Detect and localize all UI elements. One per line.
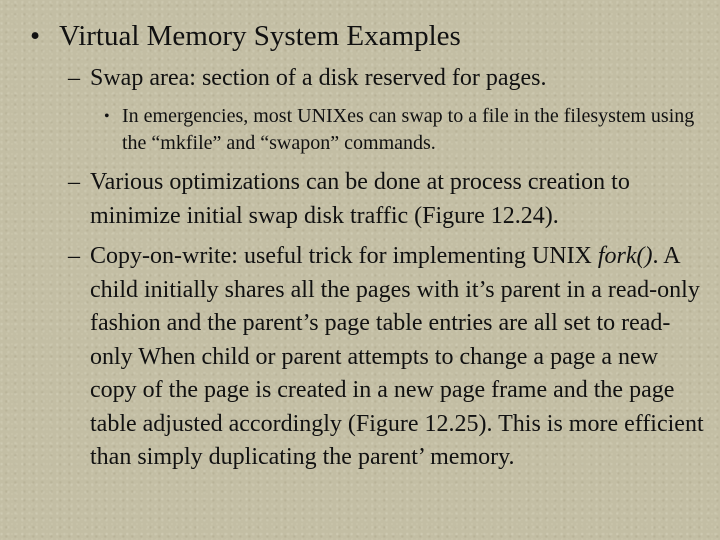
fork-function-name: fork() (597, 243, 653, 269)
title-bullet: • (30, 20, 41, 52)
cow-text-before: Copy-on-write: useful trick for implementing UNIX (90, 243, 598, 269)
dash-bullet: – (68, 169, 80, 195)
slide-title (30, 22, 710, 51)
emergencies-text: In emergencies, most UNIXes can swap to a file in the filesystem using the “mkfile” and “swapon” commands. (122, 105, 695, 154)
optimizations-text: Various optimizations can be done at process creation to minimize initial swap disk traffic (Figure 12.24). (90, 169, 630, 229)
sub-bullet: • (104, 108, 110, 125)
list-item-swap-area (68, 62, 708, 96)
copy-on-write-text (68, 240, 708, 475)
list-item-emergencies (104, 103, 704, 157)
list-item-optimizations (68, 166, 708, 233)
list-item-copy-on-write (68, 240, 708, 475)
dash-bullet: – (68, 65, 80, 91)
title-text: Virtual Memory System Examples (59, 20, 461, 52)
dash-bullet: – (68, 243, 80, 269)
swap-area-text: Swap area: section of a disk reserved for pages. (90, 65, 547, 91)
cow-text-after: . A child initially shares all the pages with it’s parent in a read-only fashion and the parent’s page table entries are all set to read-only When child or parent attempts to change a page a new copy of the page is created in a new page frame and the page table adjusted accordingly (Figure 12.25). This is more efficient than simply duplicating the parent’ memory. (90, 243, 704, 470)
